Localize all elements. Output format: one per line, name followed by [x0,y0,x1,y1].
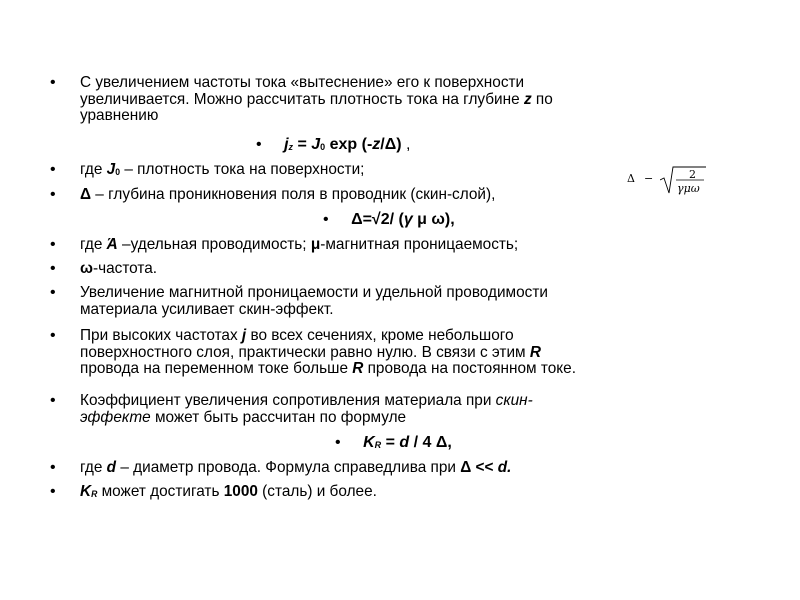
bullet-icon: • [50,483,56,500]
bullet-icon: • [50,161,56,178]
bullet-icon: • [323,211,329,228]
bullet-icon: • [50,74,56,91]
bullet-icon: • [50,284,56,301]
text-line: эффекте может быть рассчитан по формуле [80,408,407,426]
text-line: провода на переменном токе больше R провода на постоянном токе. [80,360,576,377]
formula-current-density: • $j_z = J_0$ exp (-z/Δ) , [256,136,411,153]
bullet-icon: • [50,392,56,409]
slide: • С увеличением частоты тока «вытеснение» его к поверхности увеличивается. Можно рассчитать плотность тока на глубине z по уравнению • $j_z = J_0$ exp (-z/Δ) , • где $J_0$ – плотность тока на поверхности; • Δ – глубина проникновения поля в проводник (скин-слой), Δ − 2 γμω • Δ=√2/ (γ μ ω), • где Ά –удельная проводимость; μ-магнитная проницаемость; • ω-частота. • Увеличение магнитной проницаемости и удельной проводимости материала усиливает скин-эффект. • При высоких частотах j во всех сечениях, кроме небольшого поверхностного слоя, практически равно нулю. В связи с этим R провода на переменном токе больше R провода на постоянном токе. • Коэффициент увеличения сопротивления материала при скин- эффекте может быть рассчитан по формуле • $K_R = d / 4$ Δ, • где d – диаметр провода. Формула справедлива при Δ << d. • $K_R$ может достигать 1000 (сталь) и более. [0,0,800,600]
formula-resistance-coefficient: • $K_R = d / 4$ Δ, [335,434,452,451]
bullet-icon: • [50,236,56,253]
bullet-icon: • [256,136,262,153]
text-line: поверхностного слоя, практически равно нулю. В связи с этим R [80,343,541,361]
bullet-icon: • [50,186,56,203]
bullet-icon: • [50,260,56,277]
text-line: Коэффициент увеличения сопротивления материала при скин- [80,392,533,409]
text-line: При высоких частотах j во всех сечениях, кроме небольшого [80,327,514,344]
formula-skin-depth: • Δ=√2/ (γ μ ω), [323,211,455,228]
text-line: уравнению [80,107,159,124]
text-line: С увеличением частоты тока «вытеснение» его к поверхности [80,74,525,91]
bullet-icon: • [335,434,341,451]
bullet-icon: • [50,459,56,476]
text-line: Увеличение магнитной проницаемости и удельной проводимости [80,284,548,301]
text-line: увеличивается. Можно рассчитать плотность тока на глубине z по [80,90,553,108]
bullet-icon: • [50,327,56,344]
text-line: материала усиливает скин-эффект. [80,300,334,318]
